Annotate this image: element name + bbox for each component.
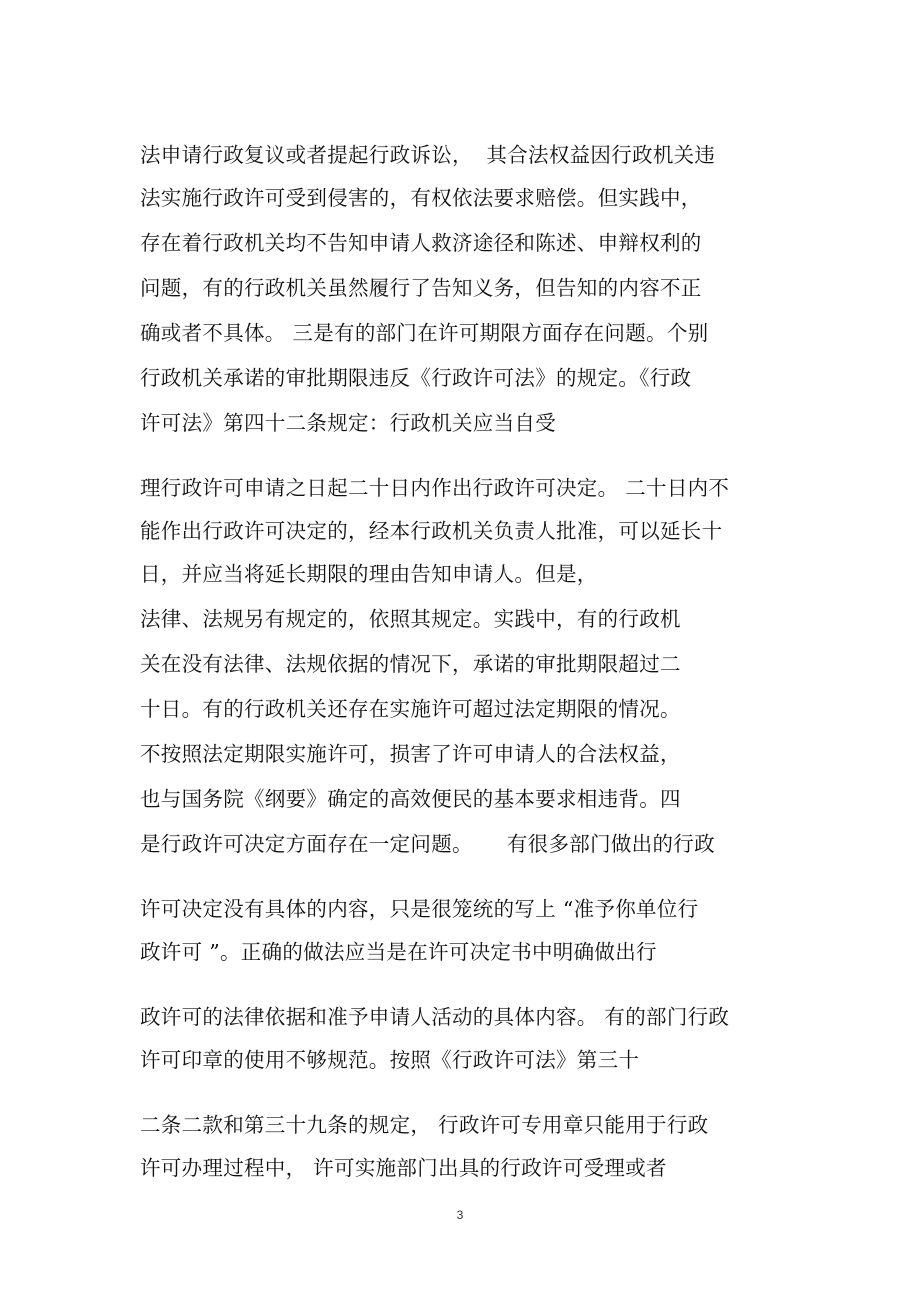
text-line: 行政机关承诺的审批期限违反《行政许可法》的规定。《行政 (140, 366, 692, 390)
text-line: 存在着行政机关均不告知申请人救济途径和陈述、申辩权利的 (140, 231, 702, 255)
page-number: 3 (456, 1208, 464, 1222)
text-line: 是行政许可决定方面存在一定问题。 有很多部门做出的行政 (140, 832, 715, 856)
text-line: 政许可 ”。正确的做法应当是在许可决定书中明确做出行 (140, 940, 657, 964)
text-line: 法律、法规另有规定的，依照其规定。实践中，有的行政机 (140, 607, 681, 631)
text-line: 理行政许可申请之日起二十日内作出行政许可决定。 二十日内不 (140, 476, 730, 500)
text-line: 许可印章的使用不够规范。按照《行政许可法》第三十 (140, 1048, 640, 1072)
text-line: 不按照法定期限实施许可，损害了许可申请人的合法权益， (140, 742, 681, 766)
text-line: 法申请行政复议或者提起行政诉讼， 其合法权益因行政机关违 (140, 143, 716, 167)
text-line: 也与国务院《纲要》确定的高效便民的基本要求相违背。四 (140, 787, 681, 811)
text-line: 十日。有的行政机关还存在实施许可超过法定期限的情况。 (140, 697, 681, 721)
text-line: 二条二款和第三十九条的规定， 行政许可专用章只能用于行政 (140, 1113, 709, 1137)
text-line: 许可办理过程中， 许可实施部门出具的行政许可受理或者 (140, 1156, 667, 1180)
text-line: 能作出行政许可决定的，经本行政机关负责人批准，可以延长十 (140, 519, 723, 543)
text-line: 关在没有法律、法规依据的情况下，承诺的审批期限超过二 (140, 652, 681, 676)
text-line: 日，并应当将延长期限的理由告知申请人。但是， (140, 562, 598, 586)
text-line: 确或者不具体。 三是有的部门在许可期限方面存在问题。个别 (140, 321, 709, 345)
text-line: 问题，有的行政机关虽然履行了告知义务，但告知的内容不正 (140, 276, 702, 300)
text-line: 法实施行政许可受到侵害的，有权依法要求赔偿。但实践中， (140, 186, 702, 210)
text-line: 许可决定没有具体的内容，只是很笼统的写上 “准予你单位行 (140, 897, 699, 921)
text-line: 政许可的法律依据和准予申请人活动的具体内容。 有的部门行政 (140, 1005, 730, 1029)
text-line: 许可法》第四十二条规定：行政机关应当自受 (140, 411, 556, 435)
